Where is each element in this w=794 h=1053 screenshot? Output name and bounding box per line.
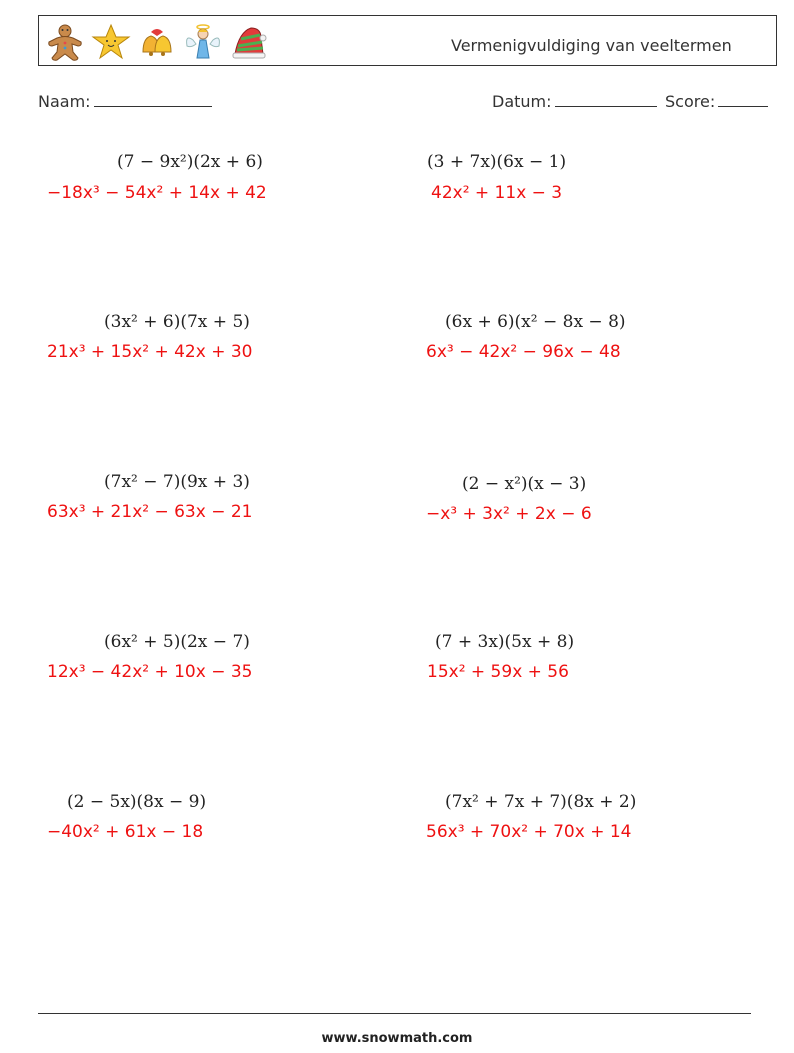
exercise-7-problem: (6x² + 5)(2x − 7) [104,632,250,652]
worksheet-title: Vermenigvuldiging van veeltermen [451,36,732,55]
exercise-3-answer: 21x³ + 15x² + 42x + 30 [47,342,253,362]
name-blank[interactable] [94,92,212,107]
santa-hat-icon [229,22,269,62]
score-blank[interactable] [718,92,768,107]
exercise-7-answer: 12x³ − 42x² + 10x − 35 [47,662,253,682]
exercise-9-answer: −40x² + 61x − 18 [47,822,204,842]
exercise-2-problem: (3 + 7x)(6x − 1) [427,152,567,172]
exercise-6-answer: −x³ + 3x² + 2x − 6 [426,504,592,524]
icon-strip [45,22,269,60]
date-label: Datum: [492,92,552,111]
exercise-4-problem: (6x + 6)(x² − 8x − 8) [445,312,626,332]
worksheet-header [38,15,777,66]
exercise-3-problem: (3x² + 6)(7x + 5) [104,312,250,332]
exercise-8-problem: (7 + 3x)(5x + 8) [435,632,575,652]
exercise-9-problem: (2 − 5x)(8x − 9) [67,792,207,812]
footer-url[interactable]: www.snowmath.com [321,1031,473,1046]
exercise-8-answer: 15x² + 59x + 56 [427,662,569,682]
footer-divider [38,1013,751,1014]
exercise-5-problem: (7x² − 7)(9x + 3) [104,472,250,492]
date-blank[interactable] [555,92,657,107]
exercise-1-answer: −18x³ − 54x² + 14x + 42 [47,183,267,203]
date-field [492,92,657,111]
name-field [38,92,212,111]
exercise-2-answer: 42x² + 11x − 3 [431,183,563,203]
exercise-6-problem: (2 − x²)(x − 3) [462,474,587,494]
exercise-10-problem: (7x² + 7x + 7)(8x + 2) [445,792,637,812]
score-field [665,92,768,111]
exercise-5-answer: 63x³ + 21x² − 63x − 21 [47,502,253,522]
angel-icon [183,22,223,62]
exercise-4-answer: 6x³ − 42x² − 96x − 48 [426,342,621,362]
bells-icon [137,22,177,62]
score-label: Score: [665,92,716,111]
star-icon [91,22,131,62]
exercise-10-answer: 56x³ + 70x² + 70x + 14 [426,822,632,842]
name-label: Naam: [38,92,91,111]
exercise-1-problem: (7 − 9x²)(2x + 6) [117,152,263,172]
gingerbread-icon [45,22,85,62]
